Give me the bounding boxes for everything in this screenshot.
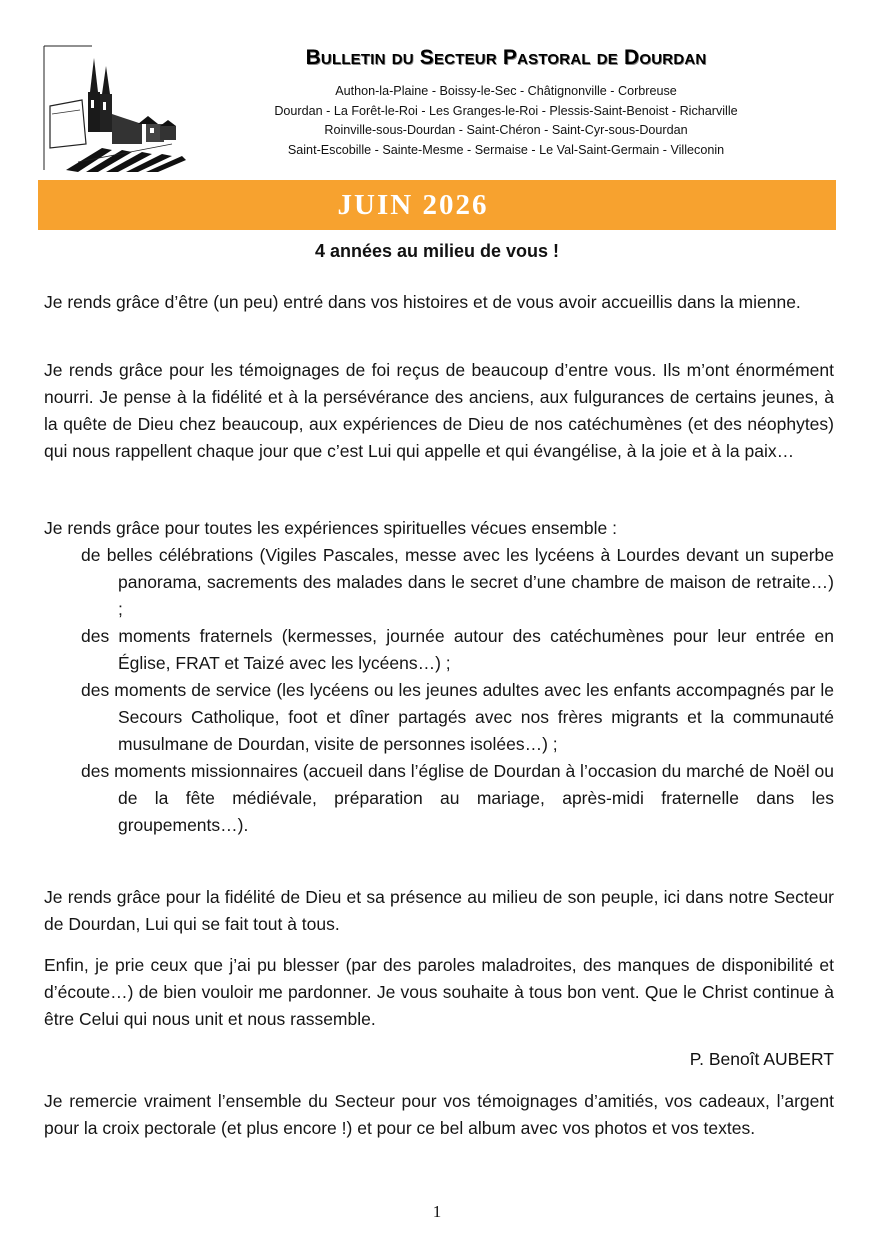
month-label: JUIN 2026: [337, 189, 489, 221]
signature: P. Benoît AUBERT: [689, 1049, 834, 1069]
list-item: des moments fraternels (kermesses, journée autour des catéchumènes pour leur entrée en Église, FRAT et Taizé avec les lycéens…) ;: [81, 626, 834, 673]
paragraph: Je remercie vraiment l’ensemble du Secteur pour vos témoignages d’amitiés, vos cadeaux, l’argent pour la croix pectorale (et plus encore !) et pour ce bel album avec vos photos et vos textes.: [44, 1091, 834, 1138]
parish-list: [226, 82, 786, 160]
paragraph: Je rends grâce d’être (un peu) entré dans vos histoires et de vous avoir accueillis dans la mienne.: [44, 292, 801, 312]
list-item: des moments missionnaires (accueil dans l’église de Dourdan à l’occasion du marché de Noël ou de la fête médiévale, préparation au mariage, après-midi fraternelle dans les groupements…).: [81, 761, 834, 835]
month-banner: [38, 180, 836, 230]
list-item: des moments de service (les lycéens ou les jeunes adultes avec les enfants accompagnés par le Secours Catholique, foot et dîner partagés avec nos frères migrants et la communauté musulmane de Dourdan, visite de personnes isolées…) ;: [81, 680, 834, 754]
parish-line: Roinville-sous-Dourdan - Saint-Chéron - Saint-Cyr-sous-Dourdan: [324, 123, 688, 138]
paragraph: Je rends grâce pour les témoignages de foi reçus de beaucoup d’entre vous. Ils m’ont énormément nourri. Je pense à la fidélité et à la persévérance des anciens, aux fulgurances de certains jeunes, à la quête de Dieu chez beaucoup, aux expériences de Dieu de nos catéchumènes (et des néophytes) qui nous rappellent chaque jour que c’est Lui qui appelle et qui évangélise, à la joie et à la paix…: [44, 360, 834, 461]
experiences-section: [44, 515, 834, 839]
experiences-list: [44, 542, 834, 839]
church-town-logo-icon: [42, 44, 188, 174]
parish-line: Dourdan - La Forêt-le-Roi - Les Granges-le-Roi - Plessis-Saint-Benoist - Richarville: [274, 103, 738, 118]
paragraph: Enfin, je prie ceux que j’ai pu blesser (par des paroles maladroites, des manques de disponibilité et d’écoute…) de bien vouloir me pardonner. Je vous souhaite à tous bon vent. Que le Christ continue à être Celui qui nous unit et nous rassemble.: [44, 955, 834, 1029]
paragraph: Je rends grâce pour toutes les expériences spirituelles vécues ensemble :: [44, 518, 617, 538]
article-title: 4 années au milieu de vous !: [314, 241, 560, 261]
parish-line: Authon-la-Plaine - Boissy-le-Sec - Châtignonville - Corbreuse: [335, 84, 677, 98]
bulletin-title: Bulletin du Secteur Pastoral de Dourdan: [305, 46, 707, 69]
paragraph: Je rends grâce pour la fidélité de Dieu et sa présence au milieu de son peuple, ici dans notre Secteur de Dourdan, Lui qui se fait tout à tous.: [44, 887, 834, 934]
page-number: 1: [432, 1202, 442, 1221]
list-item: de belles célébrations (Vigiles Pascales, messe avec les lycéens à Lourdes devant un superbe panorama, sacrements des malades dans le secret d’une chambre de maison de retraite…) ;: [81, 545, 834, 619]
parish-line: Saint-Escobille - Sainte-Mesme - Sermaise - Le Val-Saint-Germain - Villeconin: [287, 142, 725, 157]
